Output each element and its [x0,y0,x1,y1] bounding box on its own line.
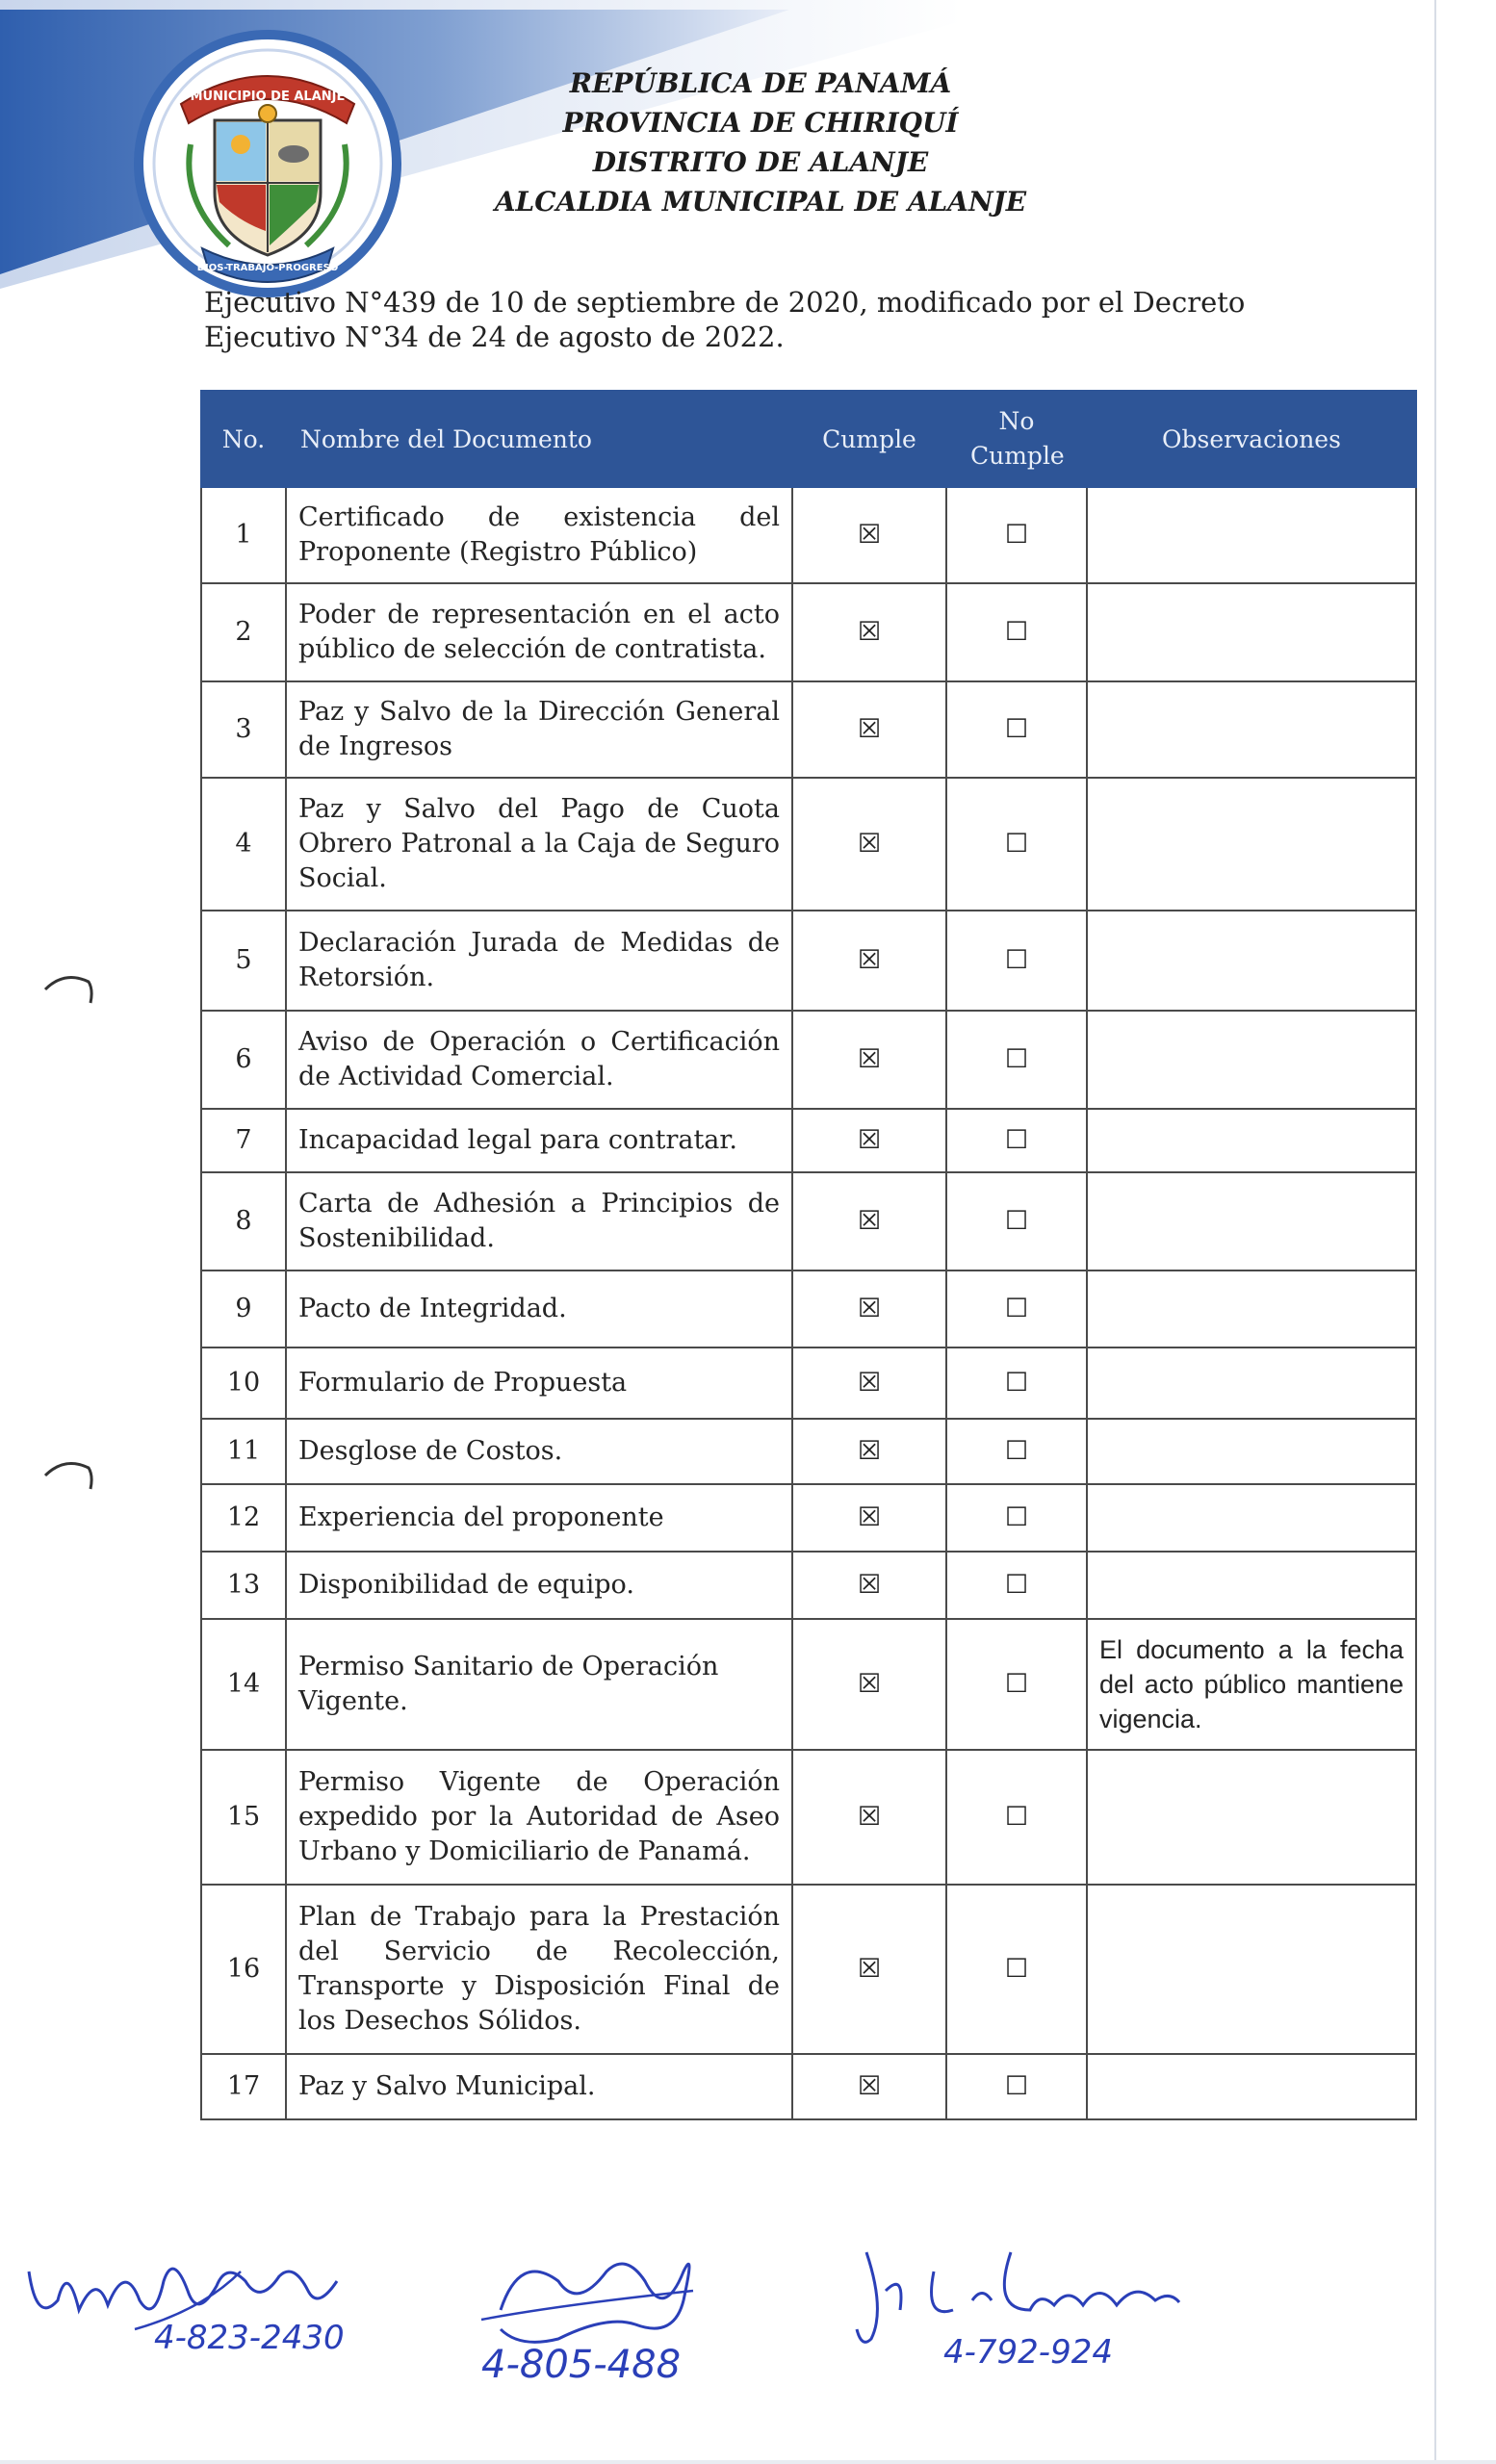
observaciones-cell [1087,1348,1416,1419]
observaciones-cell [1087,1270,1416,1348]
no-cumple-checkbox[interactable]: ☐ [946,1172,1087,1270]
observaciones-cell [1087,681,1416,778]
col-header-observaciones: Observaciones [1087,391,1416,487]
row-number: 10 [201,1348,286,1419]
document-name: Declaración Jurada de Medidas de Retorsión. [286,911,792,1011]
header-line-republic: REPÚBLICA DE PANAMÁ [569,67,952,99]
row-number: 13 [201,1552,286,1619]
table-row [201,1011,1416,1109]
cumple-checkbox[interactable]: ☒ [792,778,946,911]
municipal-seal-logo [133,29,402,298]
no-cumple-checkbox[interactable]: ☐ [946,1348,1087,1419]
svg-text:MUNICIPIO DE ALANJE: MUNICIPIO DE ALANJE [190,90,346,104]
table-row [201,681,1416,778]
cumple-checkbox[interactable]: ☒ [792,1109,946,1172]
no-cumple-checkbox[interactable]: ☐ [946,778,1087,911]
cumple-checkbox[interactable]: ☒ [792,1172,946,1270]
cumple-checkbox[interactable]: ☒ [792,2054,946,2119]
table-row [201,1619,1416,1750]
document-name: Experiencia del proponente [286,1484,792,1552]
table-body [201,487,1416,2119]
cumple-checkbox[interactable]: ☒ [792,1484,946,1552]
row-number: 15 [201,1750,286,1885]
signature-2 [443,2233,751,2387]
document-name: Carta de Adhesión a Principios de Sostenibilidad. [286,1172,792,1270]
row-number: 11 [201,1419,286,1484]
document-name: Plan de Trabajo para la Prestación del Servicio de Recolección, Transporte y Disposición Final de los Desechos Sólidos. [286,1885,792,2054]
document-name: Incapacidad legal para contratar. [286,1109,792,1172]
table-row [201,778,1416,911]
cumple-checkbox[interactable]: ☒ [792,1270,946,1348]
observaciones-cell [1087,487,1416,583]
cumple-checkbox[interactable]: ☒ [792,1885,946,2054]
document-name: Disponibilidad de equipo. [286,1552,792,1619]
observaciones-cell [1087,583,1416,681]
document-name: Desglose de Costos. [286,1419,792,1484]
observaciones-cell [1087,1011,1416,1109]
document-name: Formulario de Propuesta [286,1348,792,1419]
col-header-no: No. [201,391,286,487]
no-cumple-checkbox[interactable]: ☐ [946,1484,1087,1552]
svg-text:4-823-2430: 4-823-2430 [154,2319,345,2357]
cumple-checkbox[interactable]: ☒ [792,583,946,681]
no-cumple-checkbox[interactable]: ☐ [946,1270,1087,1348]
table-header-row [201,391,1416,487]
signature-1 [19,2233,366,2368]
table-row [201,487,1416,583]
signature-3 [847,2233,1194,2377]
no-cumple-checkbox[interactable]: ☐ [946,1011,1087,1109]
row-number: 14 [201,1619,286,1750]
observaciones-cell [1087,2054,1416,2119]
header-line-municipality: ALCALDIA MUNICIPAL DE ALANJE [494,186,1027,218]
document-name: Poder de representación en el acto público de selección de contratista. [286,583,792,681]
row-number: 16 [201,1885,286,2054]
table-row [201,1552,1416,1619]
cumple-checkbox[interactable]: ☒ [792,1348,946,1419]
punch-hole-mark-top [40,962,98,1011]
col-header-cumple: Cumple [792,391,946,487]
header-line-district: DISTRITO DE ALANJE [592,146,929,178]
table-row [201,911,1416,1011]
punch-hole-mark-bottom [40,1449,98,1497]
document-name: Paz y Salvo del Pago de Cuota Obrero Patronal a la Caja de Seguro Social. [286,778,792,911]
table-row [201,1750,1416,1885]
document-header [462,64,1059,221]
observaciones-cell [1087,778,1416,911]
table-row [201,1172,1416,1270]
row-number: 1 [201,487,286,583]
row-number: 17 [201,2054,286,2119]
row-number: 4 [201,778,286,911]
no-cumple-checkbox[interactable]: ☐ [946,1885,1087,2054]
page-edge-bottom [0,2460,1496,2464]
header-line-province: PROVINCIA DE CHIRIQUÍ [562,107,959,139]
no-cumple-checkbox[interactable]: ☐ [946,1619,1087,1750]
cumple-checkbox[interactable]: ☒ [792,1011,946,1109]
table-row [201,583,1416,681]
table-row [201,1270,1416,1348]
row-number: 9 [201,1270,286,1348]
cumple-checkbox[interactable]: ☒ [792,1619,946,1750]
document-name: Certificado de existencia del Proponente (Registro Público) [286,487,792,583]
row-number: 6 [201,1011,286,1109]
table-row [201,1348,1416,1419]
no-cumple-checkbox[interactable]: ☐ [946,1109,1087,1172]
no-cumple-checkbox[interactable]: ☐ [946,1552,1087,1619]
cumple-checkbox[interactable]: ☒ [792,1552,946,1619]
col-header-no-cumple [946,391,1087,487]
table-row [201,1109,1416,1172]
observaciones-cell [1087,1484,1416,1552]
table-row [201,1484,1416,1552]
page-edge-right [1434,0,1436,2464]
cumple-checkbox[interactable]: ☒ [792,911,946,1011]
row-number: 3 [201,681,286,778]
cumple-checkbox[interactable]: ☒ [792,1419,946,1484]
col-header-no-cumple-label: No Cumple [970,407,1065,470]
observaciones-cell [1087,911,1416,1011]
observaciones-cell [1087,1750,1416,1885]
no-cumple-checkbox[interactable]: ☐ [946,1419,1087,1484]
cumple-checkbox[interactable]: ☒ [792,487,946,583]
no-cumple-checkbox[interactable]: ☐ [946,911,1087,1011]
document-name: Aviso de Operación o Certificación de Actividad Comercial. [286,1011,792,1109]
row-number: 5 [201,911,286,1011]
svg-text:DIOS-TRABAJO-PROGRESO: DIOS-TRABAJO-PROGRESO [196,263,339,273]
row-number: 2 [201,583,286,681]
svg-text:4-805-488: 4-805-488 [481,2343,682,2387]
no-cumple-checkbox[interactable]: ☐ [946,2054,1087,2119]
table-row [201,2054,1416,2119]
document-name: Permiso Sanitario de Operación Vigente. [286,1619,792,1750]
observaciones-cell [1087,1109,1416,1172]
cumple-checkbox[interactable]: ☒ [792,1750,946,1885]
intro-paragraph: Ejecutivo N°439 de 10 de septiembre de 2020, modificado por el Decreto Ejecutivo N°34 de 24 de agosto de 2022. [204,286,1246,353]
observaciones-cell: El documento a la fecha del acto público mantiene vigencia. [1087,1619,1416,1750]
no-cumple-checkbox[interactable]: ☐ [946,583,1087,681]
col-header-document-name: Nombre del Documento [286,391,792,487]
row-number: 8 [201,1172,286,1270]
observaciones-cell [1087,1172,1416,1270]
no-cumple-checkbox[interactable]: ☐ [946,487,1087,583]
observaciones-cell [1087,1885,1416,2054]
document-name: Paz y Salvo Municipal. [286,2054,792,2119]
svg-text:4-792-924: 4-792-924 [943,2333,1113,2372]
row-number: 12 [201,1484,286,1552]
observaciones-cell [1087,1552,1416,1619]
requirements-table [200,390,1417,2120]
row-number: 7 [201,1109,286,1172]
no-cumple-checkbox[interactable]: ☐ [946,1750,1087,1885]
observaciones-cell [1087,1419,1416,1484]
cumple-checkbox[interactable]: ☒ [792,681,946,778]
table-row [201,1419,1416,1484]
document-name: Paz y Salvo de la Dirección General de Ingresos [286,681,792,778]
document-name: Permiso Vigente de Operación expedido por la Autoridad de Aseo Urbano y Domiciliario de Panamá. [286,1750,792,1885]
no-cumple-checkbox[interactable]: ☐ [946,681,1087,778]
table-row [201,1885,1416,2054]
document-name: Pacto de Integridad. [286,1270,792,1348]
